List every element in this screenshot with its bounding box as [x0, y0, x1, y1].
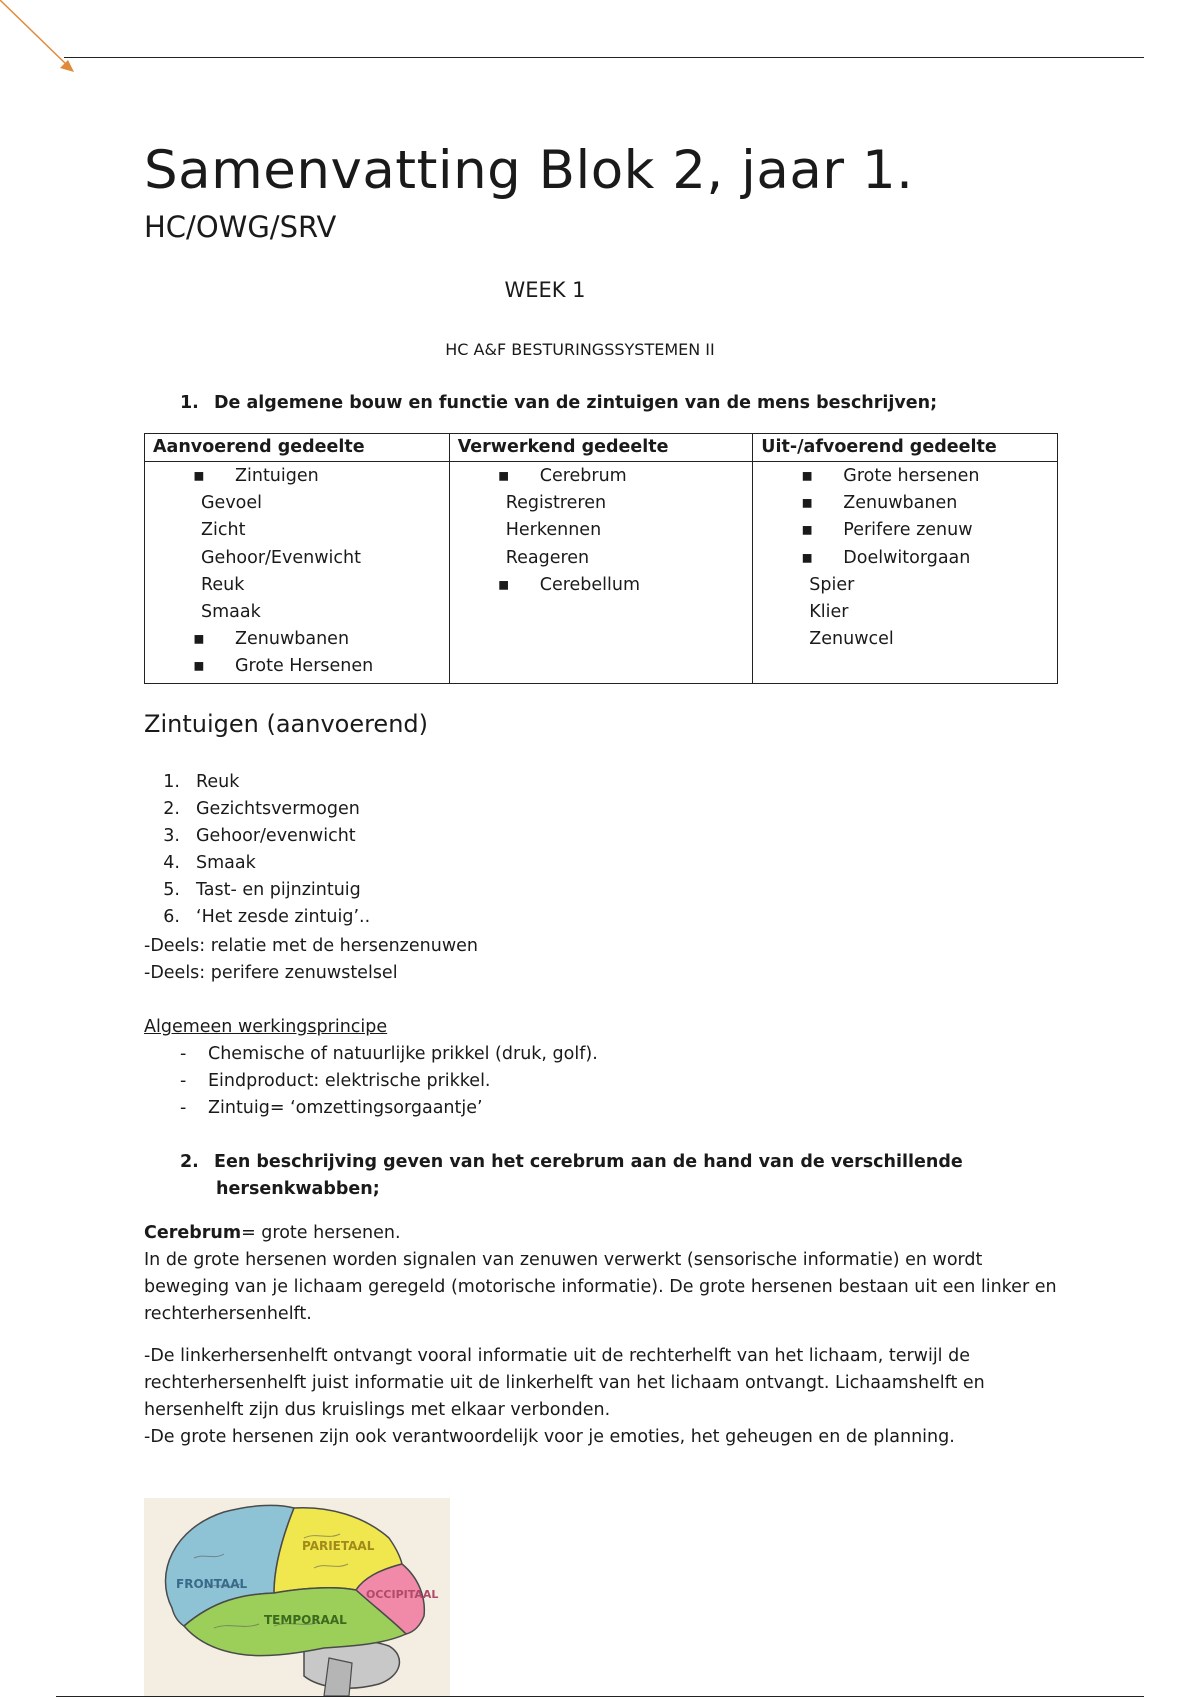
brain-lobes-illustration — [144, 1498, 450, 1696]
zintuigen-heading: Zintuigen (aanvoerend) — [144, 710, 429, 738]
page-title: Samenvatting Blok 2, jaar 1. — [144, 140, 914, 201]
table-header-row — [145, 434, 1058, 462]
label-frontaal: FRONTAAL — [176, 1577, 248, 1591]
list-item: Gehoor/Evenwicht — [201, 547, 361, 568]
zintuigen-note-2: -Deels: perifere zenuwstelsel — [144, 963, 398, 983]
list-item: 5. Tast- en pijnzintuig — [163, 880, 361, 900]
zintuigen-list — [144, 769, 370, 931]
table-header-verwerkend: Verwerkend gedeelte — [449, 434, 753, 462]
list-item: Herkennen — [505, 520, 602, 541]
list-item: Zicht — [201, 520, 246, 541]
cerebrum-paragraph-2: -De linkerhersenhelft ontvangt vooral informatie uit de rechterhelft van het lichaam, terwijl de rechterhersenhelft juist informatie uit de linkerhelft van het lichaam ontvangt. Lichaamshelft en hersenhelft zijn dus kruislings met elkaar verbonden. — [144, 1346, 985, 1420]
list-item: 3. Gehoor/evenwicht — [163, 826, 356, 846]
question-1 — [180, 390, 937, 417]
list-item: Registreren — [505, 493, 607, 514]
cerebrum-paragraph-3: -De grote hersenen zijn ook verantwoordelijk voor je emoties, het geheugen en de planning. — [144, 1427, 955, 1447]
question-number: 2. — [180, 1152, 199, 1172]
bullet-icon: ▪ — [801, 466, 814, 486]
bullet-icon: ▪ — [193, 466, 205, 486]
label-occipitaal: OCCIPITAAL — [366, 1588, 439, 1601]
cerebrum-paragraph-1: In de grote hersenen worden signalen van zenuwen verwerkt (sensorische informatie) en wordt beweging van je lichaam geregeld (motorische informatie). De grote hersenen bestaan uit een linker en rechterhersenhelft. — [144, 1250, 1057, 1324]
brainstem — [324, 1658, 352, 1696]
list-item: Gevoel — [201, 493, 263, 514]
cell-verwerkend — [449, 462, 753, 684]
list-item: Spier — [809, 574, 855, 595]
question-2 — [180, 1149, 963, 1203]
list-item: ▪ Grote hersenen — [761, 463, 1049, 490]
question-text: Een beschrijving geven van het cerebrum aan de hand van de verschillende — [214, 1152, 963, 1172]
cell-afvoerend — [753, 462, 1058, 684]
table-header-aanvoerend: Aanvoerend gedeelte — [145, 434, 450, 462]
list-item: ▪ Cerebellum — [458, 572, 745, 599]
list-item: ▪ Doelwitorgaan — [761, 545, 1049, 572]
question-number: 1. — [180, 393, 199, 413]
list-item: Klier — [809, 602, 849, 623]
list-item: 1. Reuk — [163, 772, 240, 792]
list-item: - Eindproduct: elektrische prikkel. — [180, 1071, 491, 1091]
list-item: Reageren — [505, 547, 590, 568]
bullet-icon: ▪ — [497, 466, 510, 486]
corner-arrow-icon — [0, 0, 80, 80]
table-row — [145, 462, 1058, 684]
werking-list — [144, 1041, 598, 1122]
list-item: ▪ Zintuigen — [153, 463, 441, 490]
list-item: ▪ Cerebrum — [458, 463, 745, 490]
bullet-icon: ▪ — [801, 520, 814, 541]
label-parietaal: PARIETAAL — [302, 1539, 375, 1553]
bullet-icon: ▪ — [193, 629, 205, 650]
page-subtitle: HC/OWG/SRV — [144, 210, 337, 244]
nervous-system-table — [144, 433, 1058, 684]
list-item: - Zintuig= ‘omzettingsorgaantje’ — [180, 1098, 483, 1118]
question-text-cont: hersenkwabben; — [216, 1179, 380, 1199]
table-header-afvoerend: Uit-/afvoerend gedeelte — [753, 434, 1058, 462]
bullet-icon: ▪ — [801, 493, 814, 514]
cerebrum-term: Cerebrum — [144, 1223, 242, 1243]
bullet-icon: ▪ — [497, 574, 510, 595]
lecture-heading: HC A&F BESTURINGSSYSTEMEN II — [445, 340, 715, 359]
bullet-icon: ▪ — [193, 656, 205, 677]
cell-aanvoerend — [145, 462, 450, 684]
list-item: 4. Smaak — [163, 853, 256, 873]
week-heading: WEEK 1 — [504, 278, 586, 302]
list-item: ▪ Perifere zenuw — [761, 517, 1049, 544]
list-item: Smaak — [201, 602, 261, 623]
list-item: ▪ Zenuwbanen — [153, 626, 441, 653]
bullet-icon: ▪ — [801, 547, 814, 568]
question-text: De algemene bouw en functie van de zintuigen van de mens beschrijven; — [214, 393, 938, 413]
list-item: - Chemische of natuurlijke prikkel (druk, golf). — [180, 1044, 598, 1064]
werking-heading: Algemeen werkingsprincipe — [144, 1017, 388, 1037]
list-item: 2. Gezichtsvermogen — [163, 799, 360, 819]
list-item: ▪ Zenuwbanen — [761, 490, 1049, 517]
footer-rule — [56, 1696, 1144, 1697]
cerebrum-definition: Cerebrum= grote hersenen. — [144, 1223, 401, 1243]
list-item: Zenuwcel — [809, 629, 894, 650]
label-temporaal: TEMPORAAL — [264, 1613, 347, 1627]
list-item: 6. ‘Het zesde zintuig’.. — [163, 907, 371, 927]
header-rule — [64, 57, 1144, 58]
list-item: Reuk — [201, 574, 245, 595]
list-item: ▪ Grote Hersenen — [153, 653, 441, 680]
zintuigen-note-1: -Deels: relatie met de hersenzenuwen — [144, 936, 478, 956]
